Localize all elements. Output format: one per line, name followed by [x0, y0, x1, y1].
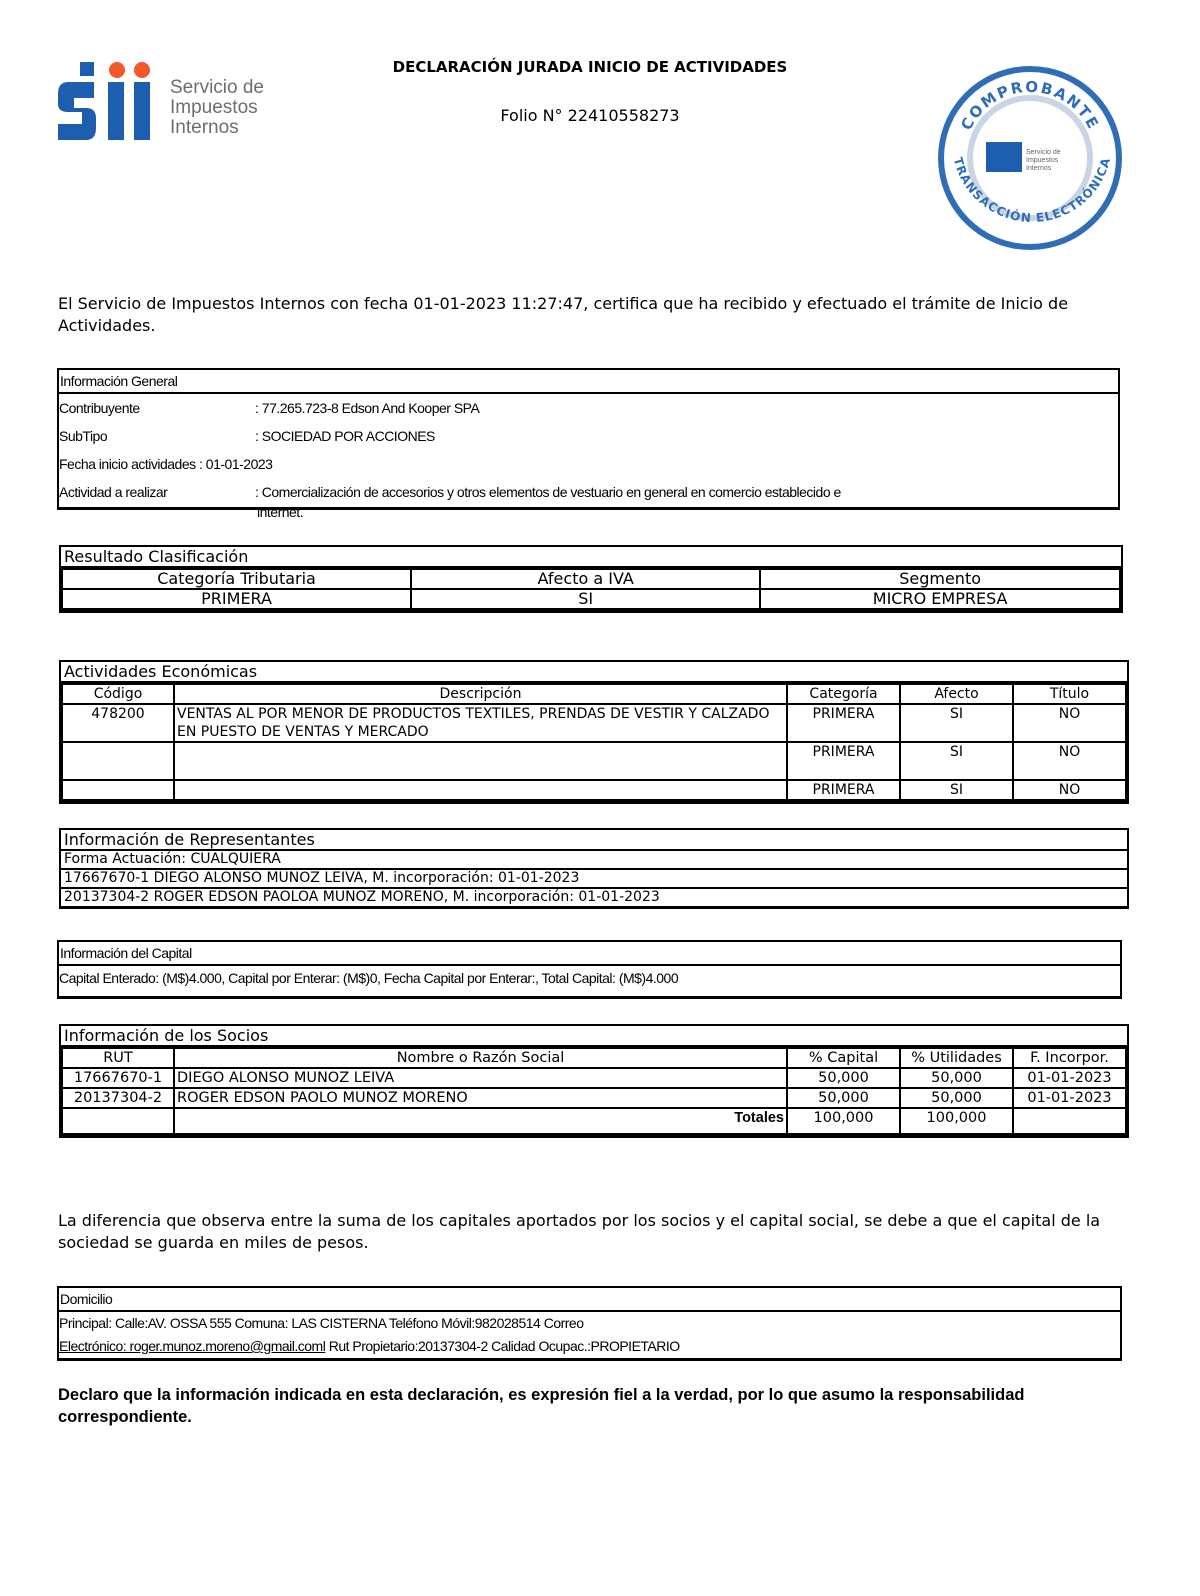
- cell: 478200: [62, 704, 174, 742]
- column-header: Categoría: [787, 684, 900, 704]
- cell: 50,000: [787, 1088, 900, 1108]
- cell: VENTAS AL POR MENOR DE PRODUCTOS TEXTILES, PRENDAS DE VESTIR Y CALZADO EN PUESTO DE VENTAS Y MERCADO: [174, 704, 787, 742]
- table-row: [62, 1088, 1126, 1108]
- representantes-section: [59, 828, 1129, 909]
- cell: PRIMERA: [787, 742, 900, 780]
- column-header: Título: [1013, 684, 1126, 704]
- comprobante-stamp: [934, 62, 1126, 254]
- total-utilidades: 100,000: [900, 1108, 1013, 1134]
- svg-text:TRANSACCIÓN ELECTRÓNICA: TRANSACCIÓN ELECTRÓNICA: [950, 155, 1114, 226]
- cell: [62, 780, 174, 800]
- cell: 50,000: [900, 1088, 1013, 1108]
- column-header: % Utilidades: [900, 1048, 1013, 1068]
- section-title: Domicilio: [59, 1288, 1120, 1312]
- cell: [174, 780, 787, 800]
- field-label: SubTipo: [59, 428, 108, 444]
- cell: SI: [900, 704, 1013, 742]
- section-title: Información de Representantes: [61, 830, 1127, 851]
- clasificacion-section: [59, 545, 1123, 613]
- column-header: Código: [62, 684, 174, 704]
- field-value: : Comercialización de accesorios y otros elementos de vestuario en general en comercio establecido e: [255, 484, 841, 500]
- cell: 20137304-2: [62, 1088, 174, 1108]
- field-value: : SOCIEDAD POR ACCIONES: [255, 428, 435, 444]
- cell: 17667670-1: [62, 1068, 174, 1088]
- column-header: RUT: [62, 1048, 174, 1068]
- cell: [174, 742, 787, 780]
- field-label: Contribuyente: [59, 400, 140, 416]
- totals-label: Totales: [174, 1108, 787, 1134]
- cell: 50,000: [900, 1068, 1013, 1088]
- cell: 50,000: [787, 1068, 900, 1088]
- representante: 17667670-1 DIEGO ALONSO MUNOZ LEIVA, M. incorporación: 01-01-2023: [61, 870, 1127, 889]
- actividades-section: [59, 660, 1129, 804]
- cell: PRIMERA: [787, 780, 900, 800]
- cell: DIEGO ALONSO MUNOZ LEIVA: [174, 1068, 787, 1088]
- intro-text: El Servicio de Impuestos Internos con fecha 01-01-2023 11:27:47, certifica que ha recibido y efectuado el trámite de Inicio de Actividades.: [58, 294, 1069, 335]
- domicilio-line: Principal: Calle:AV. OSSA 555 Comuna: LAS CISTERNA Teléfono Móvil:982028514 Correo: [59, 1315, 584, 1331]
- email-link[interactable]: Electrónico: roger.munoz.moreno@gmail.coml: [59, 1338, 326, 1354]
- total-capital: 100,000: [787, 1108, 900, 1134]
- socios-section: [59, 1024, 1129, 1138]
- domicilio-section: [57, 1286, 1122, 1361]
- section-title: Actividades Económicas: [61, 662, 1127, 683]
- cell: ROGER EDSON PAOLO MUNOZ MORENO: [174, 1088, 787, 1108]
- table-row: [62, 704, 1126, 742]
- document-title: DECLARACIÓN JURADA INICIO DE ACTIVIDADES: [392, 58, 788, 76]
- capital-section: [57, 940, 1122, 999]
- svg-text:Impuestos: Impuestos: [1026, 157, 1059, 164]
- section-title: Resultado Clasificación: [61, 547, 1121, 568]
- column-header: Afecto a IVA: [411, 569, 760, 589]
- cell: SI: [900, 780, 1013, 800]
- cell: NO: [1013, 780, 1126, 800]
- domicilio-line: Rut Propietario:20137304-2 Calidad Ocupac.:PROPIETARIO: [325, 1338, 680, 1354]
- cell: SI: [411, 589, 760, 609]
- forma-actuacion: Forma Actuación: CUALQUIERA: [61, 851, 1127, 870]
- capital-text: Capital Enterado: (M$)4.000, Capital por Enterar: (M$)0, Fecha Capital por Enterar:, Total Capital: (M$)4.000: [59, 970, 679, 986]
- cell: PRIMERA: [787, 704, 900, 742]
- sii-logo-text: Servicio de Impuestos Internos: [170, 77, 264, 138]
- nota-text: La diferencia que observa entre la suma de los capitales aportados por los socios y el capital social, se debe a que el capital de la sociedad se guarda en miles de pesos.: [58, 1211, 1101, 1252]
- field-value: : 77.265.723-8 Edson And Kooper SPA: [255, 400, 480, 416]
- cell: SI: [900, 742, 1013, 780]
- svg-text:Internos: Internos: [1026, 165, 1052, 172]
- field-value: : 01-01-2023: [199, 456, 273, 472]
- cell: NO: [1013, 704, 1126, 742]
- table-row: [62, 742, 1126, 780]
- column-header: Afecto: [900, 684, 1013, 704]
- section-title: Información de los Socios: [61, 1026, 1127, 1047]
- section-title: Información del Capital: [59, 942, 1120, 966]
- table-row: [62, 780, 1126, 800]
- declaracion-text: Declaro que la información indicada en esta declaración, es expresión fiel a la verdad, por lo que asumo la responsabilidad correspondiente.: [58, 1386, 1025, 1426]
- svg-text:Servicio de: Servicio de: [1026, 149, 1061, 156]
- field-label: Fecha inicio actividades: [59, 456, 196, 472]
- folio-number: Folio N° 22410558273: [500, 106, 680, 125]
- cell: [62, 742, 174, 780]
- section-title: Información General: [59, 370, 1118, 394]
- field-label: Actividad a realizar: [59, 484, 168, 500]
- cell: NO: [1013, 742, 1126, 780]
- column-header: F. Incorpor.: [1013, 1048, 1126, 1068]
- column-header: Nombre o Razón Social: [174, 1048, 787, 1068]
- column-header: % Capital: [787, 1048, 900, 1068]
- svg-text:COMPROBANTE: COMPROBANTE: [957, 77, 1103, 134]
- cell: PRIMERA: [62, 589, 411, 609]
- representante: 20137304-2 ROGER EDSON PAOLOA MUNOZ MORENO, M. incorporación: 01-01-2023: [64, 889, 660, 905]
- cell: 01-01-2023: [1013, 1068, 1126, 1088]
- column-header: Segmento: [760, 569, 1120, 589]
- cell: 01-01-2023: [1013, 1088, 1126, 1108]
- table-row: [62, 1068, 1126, 1088]
- column-header: Descripción: [174, 684, 787, 704]
- info-general-section: [57, 368, 1120, 510]
- cell: MICRO EMPRESA: [760, 589, 1120, 609]
- column-header: Categoría Tributaria: [62, 569, 411, 589]
- activity-overflow: internet.: [257, 504, 304, 520]
- totals-row: [62, 1108, 1126, 1134]
